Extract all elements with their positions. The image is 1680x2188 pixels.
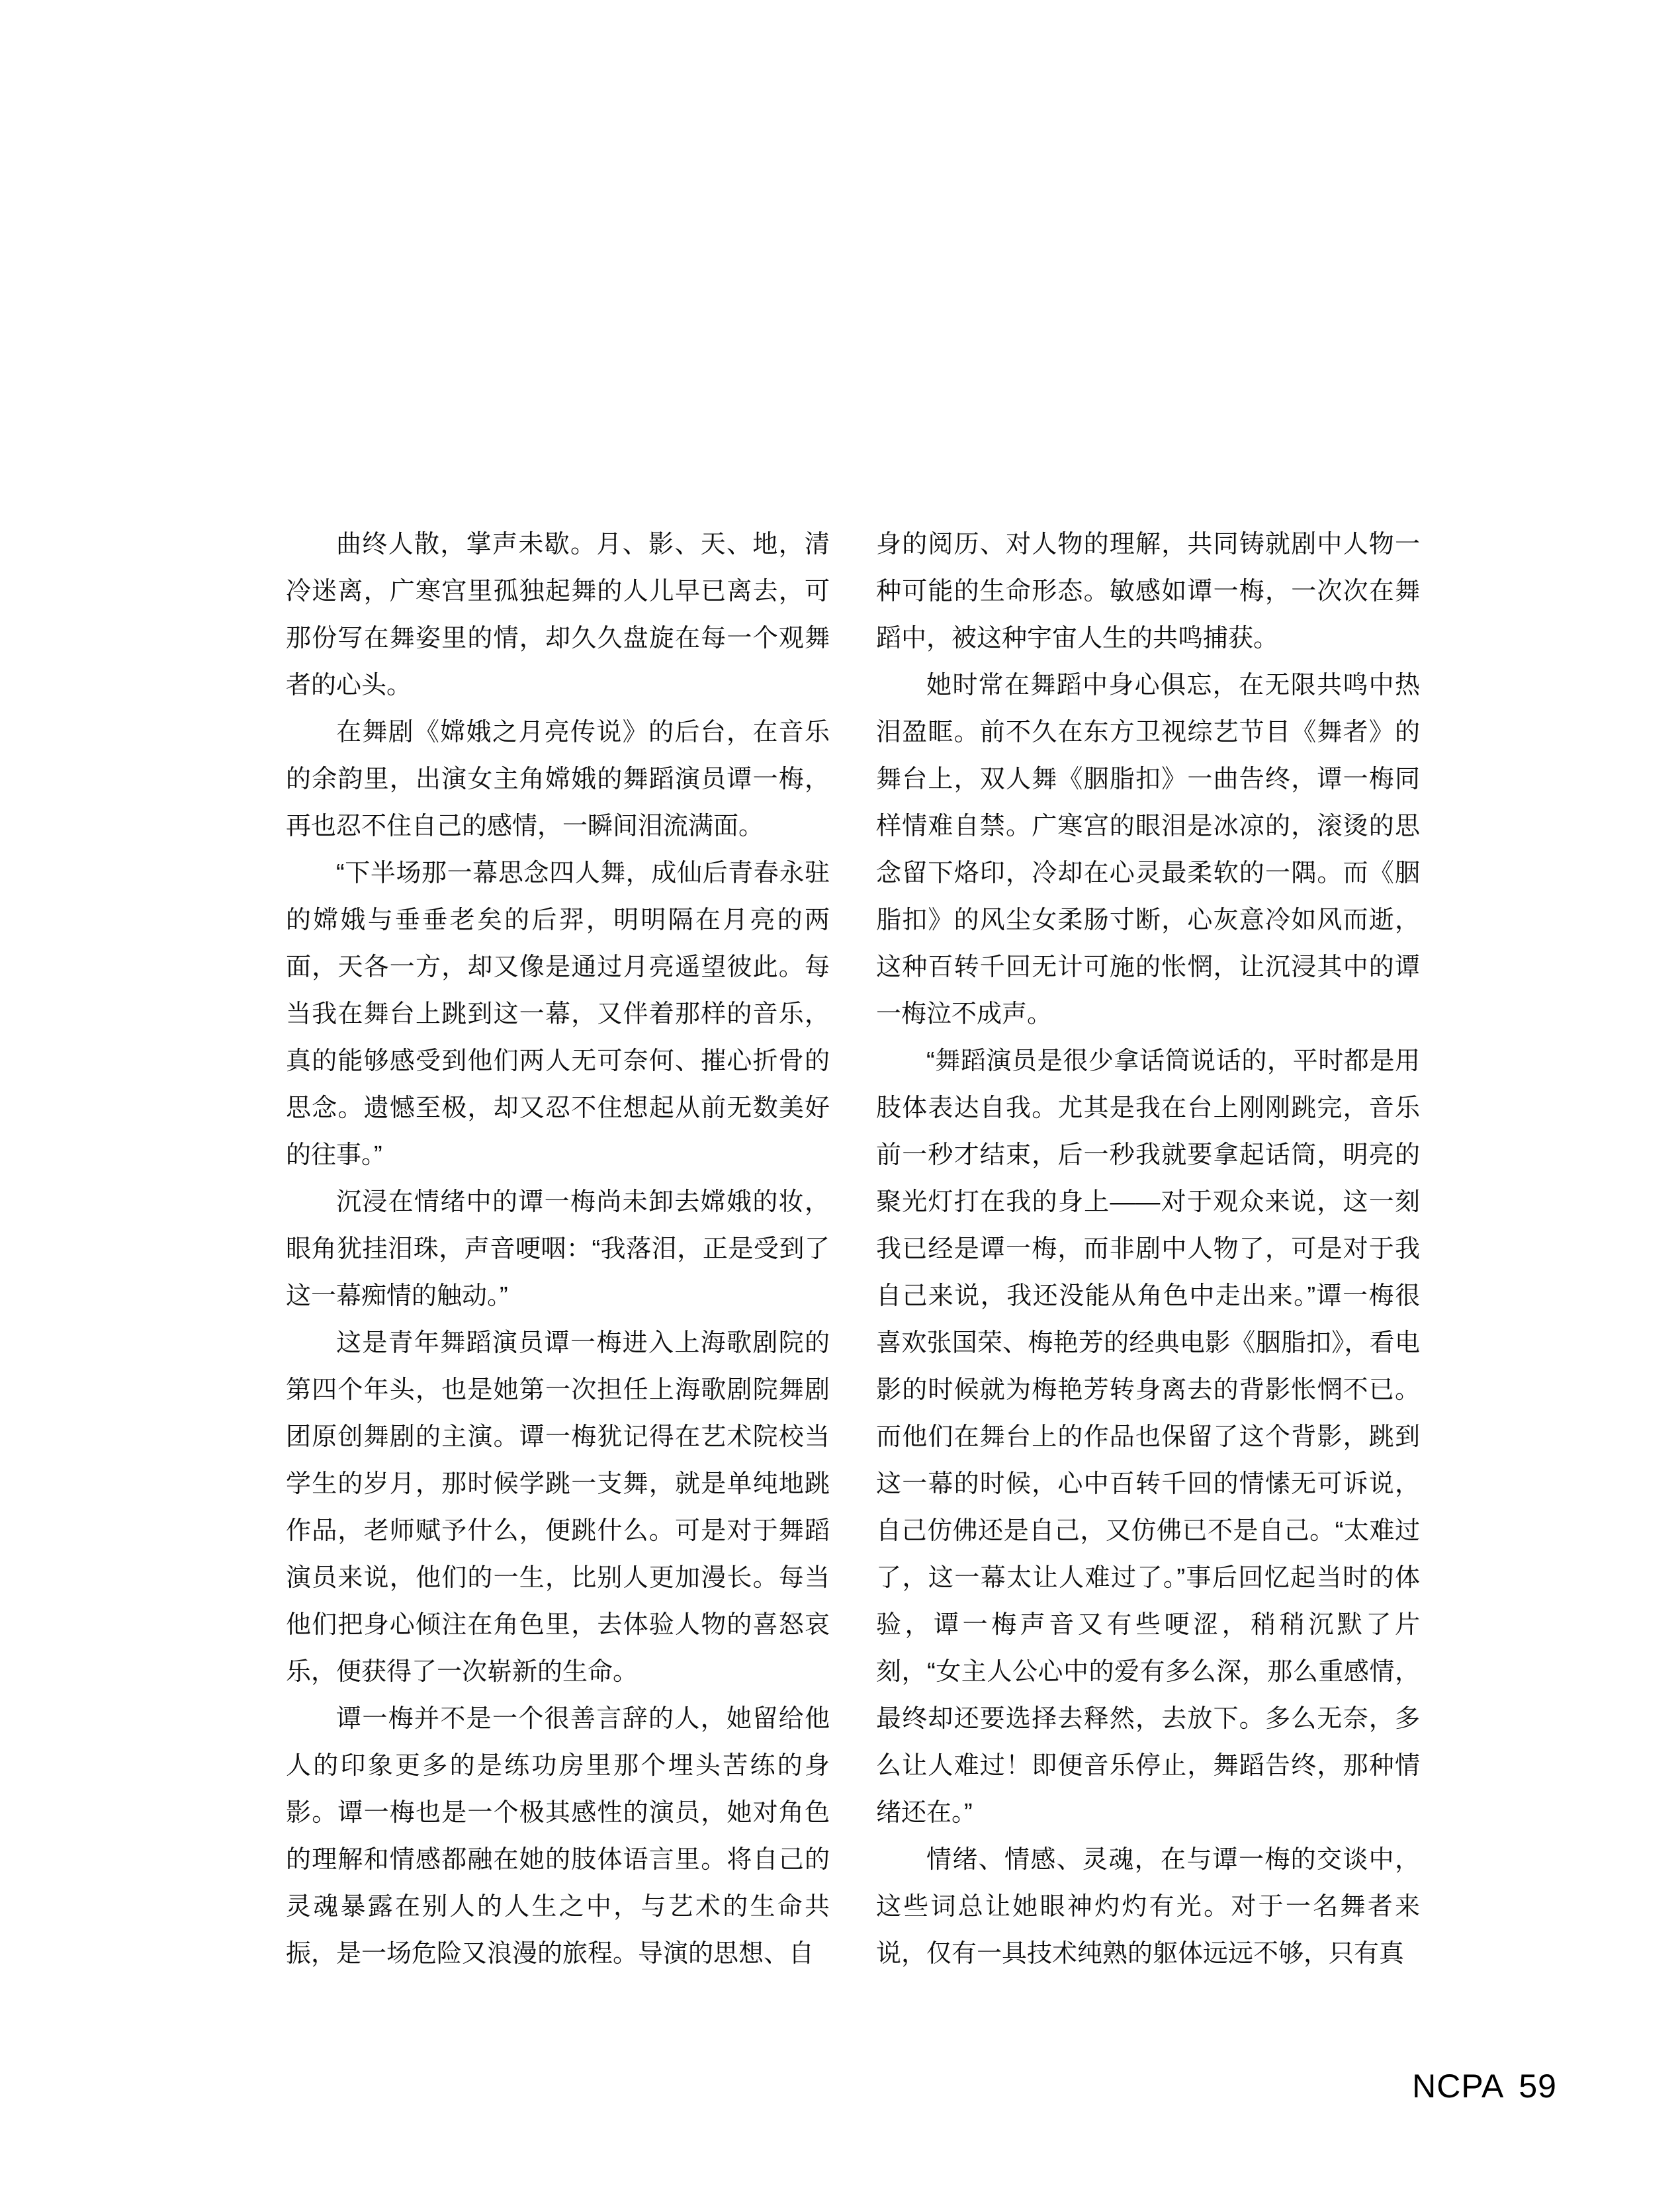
page-footer <box>1412 2067 1557 2105</box>
paragraph: 沉浸在情绪中的谭一梅尚未卸去嫦娥的妆，眼角犹挂泪珠，声音哽咽：“我落泪，正是受到了这一幕痴情的触动。” <box>286 1188 830 1310</box>
paragraph: “下半场那一幕思念四人舞，成仙后青春永驻的嫦娥与垂垂老矣的后羿，明明隔在月亮的两面，天各一方，却又像是通过月亮遥望彼此。每当我在舞台上跳到这一幕，又伴着那样的音乐，真的能够感受到他们两人无可奈何、摧心折骨的思念。遗憾至极，却又忍不住想起从前无数美好的往事。” <box>286 859 830 1169</box>
paragraph: 谭一梅并不是一个很善言辞的人，她留给他人的印象更多的是练功房里那个埋头苦练的身影。谭一梅也是一个极其感性的演员，她对角色的理解和情感都融在她的肢体语言里。将自己的灵魂暴露在别人的人生之中，与艺术的生命共振，是一场危险又浪漫的旅程。导演的思想、自 <box>286 1705 830 1968</box>
paragraph: 身的阅历、对人物的理解，共同铸就剧中人物一种可能的生命形态。敏感如谭一梅，一次次在舞蹈中，被这种宇宙人生的共鸣捕获。 <box>876 531 1420 652</box>
paragraph: 曲终人散，掌声未歇。月、影、天、地，清冷迷离，广寒宫里孤独起舞的人儿早已离去，可那份写在舞姿里的情，却久久盘旋在每一个观舞者的心头。 <box>286 531 830 699</box>
footer-page-number: 59 <box>1519 2068 1557 2105</box>
paragraph: 情绪、情感、灵魂，在与谭一梅的交谈中，这些词总让她眼神灼灼有光。对于一名舞者来说，仅有一具技术纯熟的躯体远远不够，只有真 <box>876 1846 1420 1968</box>
article-column-right <box>876 521 1420 1984</box>
paragraph: 她时常在舞蹈中身心俱忘，在无限共鸣中热泪盈眶。前不久在东方卫视综艺节目《舞者》的舞台上，双人舞《胭脂扣》一曲告终，谭一梅同样情难自禁。广寒宫的眼泪是冰凉的，滚烫的思念留下烙印，冷却在心灵最柔软的一隅。而《胭脂扣》的风尘女柔肠寸断，心灰意冷如风而逝，这种百转千回无计可施的怅惘，让沉浸其中的谭一梅泣不成声。 <box>876 672 1420 1028</box>
footer-brand: NCPA <box>1412 2068 1505 2105</box>
article-column-left <box>286 521 830 1984</box>
paragraph: 这是青年舞蹈演员谭一梅进入上海歌剧院的第四个年头，也是她第一次担任上海歌剧院舞剧团原创舞剧的主演。谭一梅犹记得在艺术院校当学生的岁月，那时候学跳一支舞，就是单纯地跳作品，老师赋予什么，便跳什么。可是对于舞蹈演员来说，他们的一生，比别人更加漫长。每当他们把身心倾注在角色里，去体验人物的喜怒哀乐，便获得了一次崭新的生命。 <box>286 1329 830 1686</box>
paragraph: 在舞剧《嫦娥之月亮传说》的后台，在音乐的余韵里，出演女主角嫦娥的舞蹈演员谭一梅，再也忍不住自己的感情，一瞬间泪流满面。 <box>286 719 830 840</box>
paragraph: “舞蹈演员是很少拿话筒说话的，平时都是用肢体表达自我。尤其是我在台上刚刚跳完，音乐前一秒才结束，后一秒我就要拿起话筒，明亮的聚光灯打在我的身上——对于观众来说，这一刻我已经是谭一梅，而非剧中人物了，可是对于我自己来说，我还没能从角色中走出来。”谭一梅很喜欢张国荣、梅艳芳的经典电影《胭脂扣》，看电影的时候就为梅艳芳转身离去的背影怅惘不已。而他们在舞台上的作品也保留了这个背影，跳到这一幕的时候，心中百转千回的情愫无可诉说，自己仿佛还是自己，又仿佛已不是自己。“太难过了，这一幕太让人难过了。”事后回忆起当时的体验，谭一梅声音又有些哽涩，稍稍沉默了片刻，“女主人公心中的爱有多么深，那么重感情，最终却还要选择去释然，去放下。多么无奈，多么让人难过！即便音乐停止，舞蹈告终，那种情绪还在。” <box>876 1047 1420 1827</box>
